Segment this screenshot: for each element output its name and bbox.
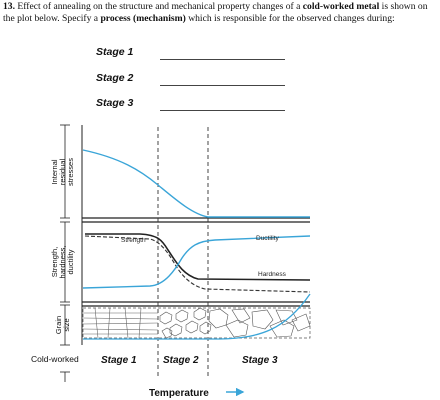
y-label-grain-1: Grain [54,315,63,335]
label-strength: Strength [121,237,146,244]
stage-dividers [158,127,208,378]
answer-stage-1-label: Stage 1 [96,46,134,58]
stage-3-label: Stage 3 [242,355,278,366]
y-label-stress-3: stresses [66,158,75,186]
grain-size-curve [83,294,310,339]
question-number: 13. [3,1,15,12]
y-label-strength-2: hardness, [58,245,67,279]
grain-structure [83,308,310,338]
stage-1-label: Stage 1 [101,355,137,366]
y-label-strength-1: Strength, [50,246,59,278]
y-label-stress-2: residual [58,158,67,186]
y-label-strength-3: ductility [66,249,75,275]
label-cold-worked: Cold-worked [31,354,79,364]
y-label-stress-1: Internal [50,159,59,185]
residual-stress-curve [83,150,310,217]
x-axis-label: Temperature [149,388,209,399]
answer-stage-3-label: Stage 3 [96,97,134,109]
stage-2-label: Stage 2 [163,355,199,366]
y-label-grain-2: size [62,318,71,332]
label-hardness: Hardness [258,271,286,278]
label-ductility: Ductility [256,235,279,242]
answer-stage-2-label: Stage 2 [96,72,134,84]
panel-borders [82,218,310,306]
question-text: 13. Effect of annealing on the structure and mechanical property changes of a cold-worked metal is shown on the plot below. Specify a process (mechanism) which is responsible for the observed changes during: [3,1,428,24]
